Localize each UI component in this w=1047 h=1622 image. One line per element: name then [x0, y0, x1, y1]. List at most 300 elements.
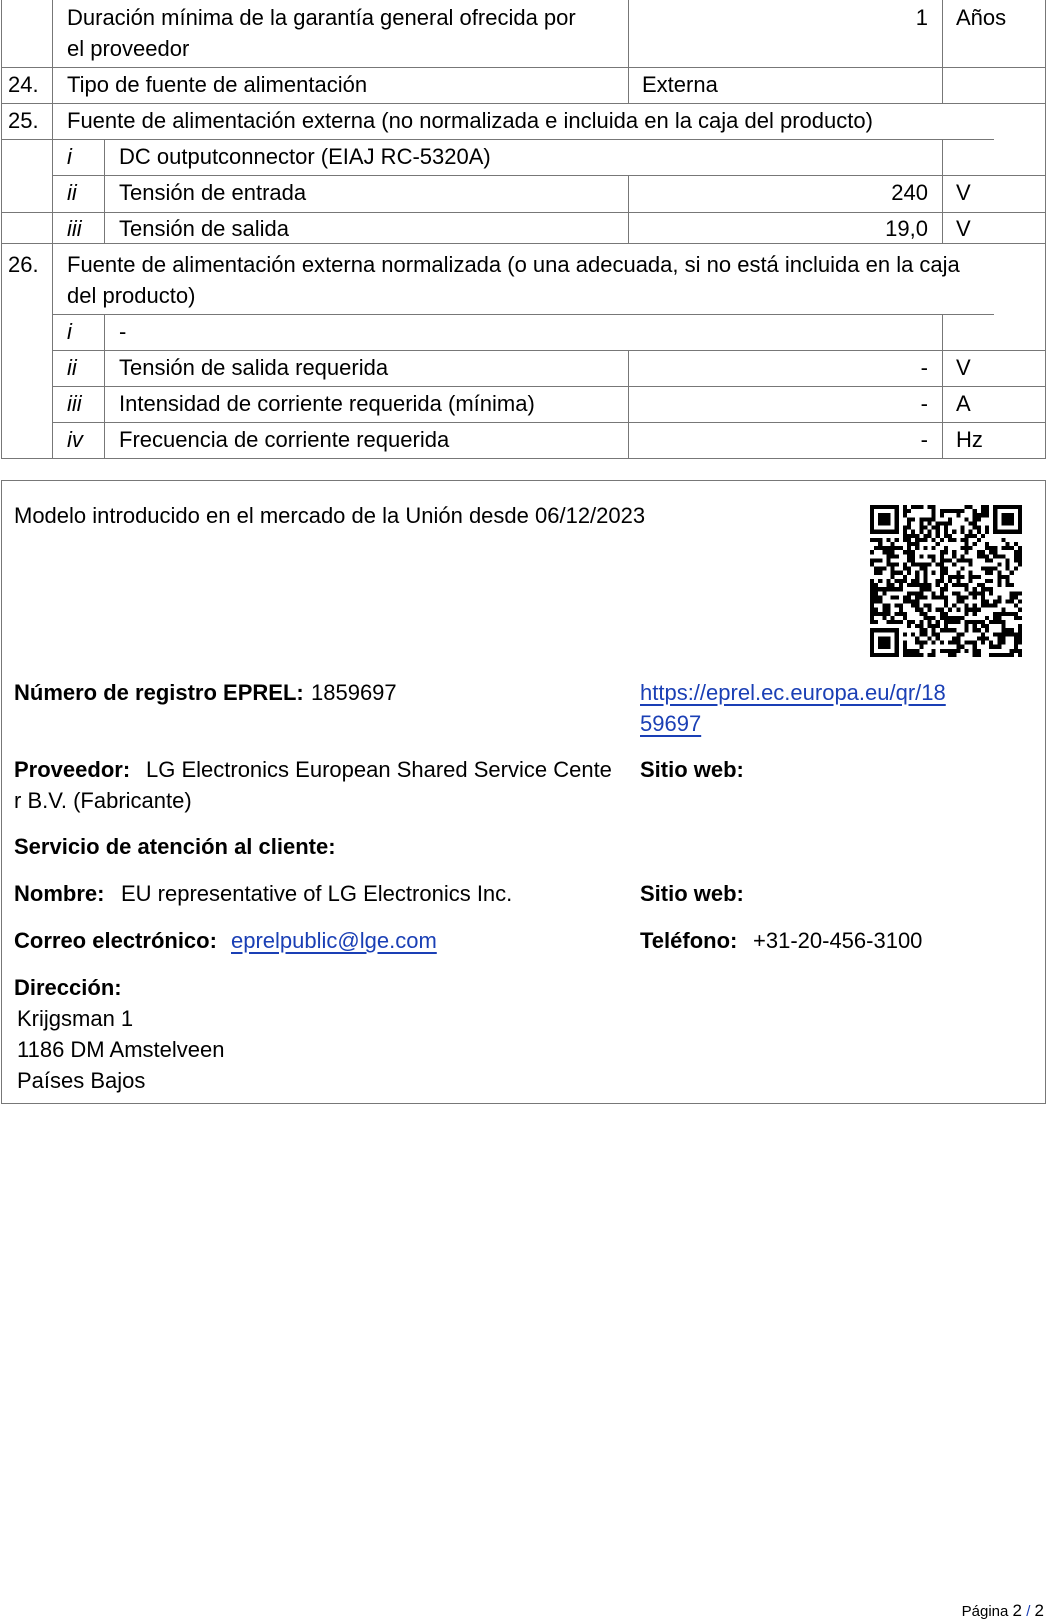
page-total: 2 — [1034, 1601, 1044, 1620]
qr-module — [911, 550, 915, 554]
qr-module — [973, 620, 977, 624]
qr-module — [989, 645, 993, 649]
qr-module — [956, 632, 960, 636]
qr-module — [919, 526, 923, 530]
qr-module — [973, 641, 977, 645]
qr-module — [981, 587, 985, 591]
qr-module — [923, 538, 927, 542]
qr-module — [899, 579, 903, 583]
eprel-number-label: Número de registro EPREL: — [14, 680, 304, 705]
qr-module — [997, 579, 1001, 583]
qr-module — [1014, 636, 1018, 640]
qr-module — [985, 567, 989, 571]
row-value: 1 — [915, 5, 928, 30]
qr-module — [997, 645, 1001, 649]
qr-module — [960, 645, 964, 649]
qr-module — [886, 641, 890, 645]
qr-module — [919, 505, 923, 509]
qr-module — [981, 620, 985, 624]
qr-module — [923, 563, 927, 567]
qr-module — [944, 595, 948, 599]
qr-module — [989, 653, 993, 657]
qr-module — [969, 575, 973, 579]
qr-module — [891, 554, 895, 558]
qr-module — [960, 595, 964, 599]
qr-module — [989, 579, 993, 583]
qr-module — [919, 567, 923, 571]
qr-module — [985, 526, 989, 530]
qr-module — [1006, 579, 1010, 583]
qr-module — [944, 587, 948, 591]
qr-module — [886, 645, 890, 649]
qr-module — [985, 530, 989, 534]
qr-module — [1010, 505, 1014, 509]
qr-module — [944, 509, 948, 513]
qr-module — [903, 526, 907, 530]
qr-module — [956, 599, 960, 603]
supplier-value: r B.V. (Fabricante) — [14, 788, 192, 813]
row-number: 26. — [8, 252, 39, 277]
qr-module — [993, 616, 997, 620]
qr-module — [952, 591, 956, 595]
phone-value: +31-20-456-3100 — [753, 928, 923, 953]
qr-module — [882, 653, 886, 657]
qr-module — [940, 554, 944, 558]
qr-module — [1010, 517, 1014, 521]
qr-module — [923, 567, 927, 571]
qr-module — [878, 595, 882, 599]
qr-module — [1018, 517, 1022, 521]
qr-module — [928, 587, 932, 591]
qr-module — [997, 616, 1001, 620]
qr-module — [969, 620, 973, 624]
qr-module — [989, 567, 993, 571]
qr-module — [886, 521, 890, 525]
qr-module — [969, 579, 973, 583]
qr-module — [870, 509, 874, 513]
qr-module — [1010, 653, 1014, 657]
qr-module — [1001, 653, 1005, 657]
qr-module — [874, 628, 878, 632]
qr-module — [952, 550, 956, 554]
qr-module — [928, 583, 932, 587]
qr-module — [907, 542, 911, 546]
qr-module — [919, 595, 923, 599]
row-value: Externa — [642, 72, 718, 97]
qr-module — [1018, 521, 1022, 525]
qr-module — [915, 604, 919, 608]
qr-module — [911, 649, 915, 653]
qr-module — [973, 575, 977, 579]
qr-module — [993, 513, 997, 517]
qr-module — [960, 530, 964, 534]
qr-module — [952, 604, 956, 608]
qr-module — [919, 538, 923, 542]
qr-module — [936, 526, 940, 530]
qr-module — [985, 505, 989, 509]
qr-module — [940, 509, 944, 513]
qr-module — [989, 591, 993, 595]
qr-module — [915, 538, 919, 542]
qr-module — [1001, 620, 1005, 624]
subrow-value: - — [920, 355, 928, 380]
qr-module — [928, 653, 932, 657]
qr-module — [944, 628, 948, 632]
subrow-label: Frecuencia de corriente requerida — [119, 427, 450, 452]
qr-module — [964, 517, 968, 521]
qr-module — [891, 550, 895, 554]
qr-module — [981, 583, 985, 587]
qr-module — [997, 563, 1001, 567]
qr-module — [878, 641, 882, 645]
qr-module — [874, 571, 878, 575]
qr-module — [1006, 513, 1010, 517]
qr-module — [915, 505, 919, 509]
qr-module — [895, 554, 899, 558]
qr-module — [907, 595, 911, 599]
qr-module — [915, 653, 919, 657]
qr-module — [874, 599, 878, 603]
qr-module — [989, 641, 993, 645]
qr-module — [989, 587, 993, 591]
qr-module — [915, 599, 919, 603]
qr-module — [964, 612, 968, 616]
qr-module — [911, 542, 915, 546]
qr-module — [993, 620, 997, 624]
qr-module — [874, 653, 878, 657]
qr-module — [886, 550, 890, 554]
qr-module — [956, 579, 960, 583]
qr-module — [977, 554, 981, 558]
qr-module — [997, 620, 1001, 624]
qr-module — [895, 513, 899, 517]
customer-service-heading: Servicio de atención al cliente: — [14, 834, 336, 859]
qr-module — [964, 550, 968, 554]
qr-module — [882, 505, 886, 509]
qr-module — [886, 636, 890, 640]
qr-module — [891, 575, 895, 579]
qr-module — [923, 575, 927, 579]
qr-module — [886, 558, 890, 562]
qr-module — [1014, 542, 1018, 546]
qr-module — [969, 546, 973, 550]
qr-module — [870, 550, 874, 554]
subrow-value: - — [920, 427, 928, 452]
qr-module — [989, 620, 993, 624]
subrow-number: iv — [67, 427, 83, 452]
qr-module — [891, 571, 895, 575]
qr-module — [874, 546, 878, 550]
qr-module — [886, 620, 890, 624]
qr-module — [981, 513, 985, 517]
qr-module — [878, 653, 882, 657]
qr-module — [960, 567, 964, 571]
qr-module — [989, 546, 993, 550]
qr-module — [891, 567, 895, 571]
qr-module — [956, 575, 960, 579]
phone-label: Teléfono: — [640, 928, 738, 953]
eprel-link[interactable]: https://eprel.ec.europa.eu/qr/18 — [640, 680, 946, 705]
qr-module — [932, 509, 936, 513]
qr-module — [895, 645, 899, 649]
qr-module — [882, 530, 886, 534]
qr-module — [928, 530, 932, 534]
qr-module — [878, 521, 882, 525]
qr-module — [891, 620, 895, 624]
subrow-label: Tensión de salida — [119, 216, 290, 241]
qr-module — [903, 538, 907, 542]
qr-module — [870, 513, 874, 517]
qr-module — [903, 645, 907, 649]
qr-module — [882, 521, 886, 525]
qr-module — [886, 546, 890, 550]
qr-module — [891, 653, 895, 657]
qr-module — [985, 616, 989, 620]
qr-module — [870, 505, 874, 509]
qr-module — [878, 530, 882, 534]
qr-module — [944, 624, 948, 628]
qr-module — [886, 628, 890, 632]
qr-module — [948, 534, 952, 538]
qr-module — [895, 612, 899, 616]
qr-module — [952, 641, 956, 645]
qr-module — [973, 628, 977, 632]
qr-module — [903, 641, 907, 645]
qr-module — [874, 538, 878, 542]
qr-module — [944, 567, 948, 571]
qr-module — [981, 599, 985, 603]
qr-module — [886, 538, 890, 542]
qr-module — [919, 563, 923, 567]
qr-module — [882, 608, 886, 612]
qr-module — [870, 583, 874, 587]
qr-module — [1018, 624, 1022, 628]
qr-module — [886, 505, 890, 509]
qr-module — [956, 595, 960, 599]
qr-module — [903, 550, 907, 554]
email-link[interactable]: eprelpublic@lge.com — [231, 928, 437, 953]
qr-module — [993, 505, 997, 509]
qr-module — [882, 517, 886, 521]
row-number: 24. — [8, 72, 39, 97]
qr-module — [1014, 550, 1018, 554]
qr-module — [878, 612, 882, 616]
qr-module — [948, 575, 952, 579]
qr-module — [973, 604, 977, 608]
qr-module — [923, 628, 927, 632]
qr-module — [1010, 546, 1014, 550]
qr-module — [899, 587, 903, 591]
qr-module — [870, 587, 874, 591]
qr-module — [932, 641, 936, 645]
qr-module — [1006, 612, 1010, 616]
qr-module — [895, 517, 899, 521]
qr-module — [981, 550, 985, 554]
qr-module — [874, 587, 878, 591]
qr-module — [989, 604, 993, 608]
qr-module — [915, 591, 919, 595]
qr-module — [997, 612, 1001, 616]
qr-module — [932, 632, 936, 636]
qr-module — [985, 542, 989, 546]
qr-module — [1001, 636, 1005, 640]
qr-module — [915, 546, 919, 550]
qr-module — [878, 579, 882, 583]
qr-module — [899, 604, 903, 608]
qr-module — [977, 550, 981, 554]
qr-module — [1018, 505, 1022, 509]
qr-module — [944, 530, 948, 534]
qr-module — [985, 604, 989, 608]
qr-module — [1001, 530, 1005, 534]
qr-module — [895, 546, 899, 550]
qr-module — [985, 636, 989, 640]
qr-module — [874, 558, 878, 562]
qr-module — [964, 534, 968, 538]
qr-module — [969, 534, 973, 538]
subrow-label: Tensión de salida requerida — [119, 355, 389, 380]
qr-module — [952, 563, 956, 567]
qr-module — [886, 612, 890, 616]
qr-module — [1018, 641, 1022, 645]
qr-module — [952, 649, 956, 653]
qr-module — [882, 645, 886, 649]
qr-module — [940, 628, 944, 632]
qr-module — [882, 604, 886, 608]
qr-module — [886, 513, 890, 517]
qr-module — [956, 616, 960, 620]
qr-module — [919, 612, 923, 616]
qr-module — [940, 587, 944, 591]
qr-module — [940, 595, 944, 599]
qr-module — [874, 591, 878, 595]
qr-module — [923, 546, 927, 550]
qr-module — [882, 513, 886, 517]
qr-module — [911, 563, 915, 567]
qr-module — [919, 653, 923, 657]
qr-module — [891, 587, 895, 591]
qr-module — [882, 567, 886, 571]
qr-code-icon[interactable] — [870, 505, 1022, 657]
qr-module — [919, 554, 923, 558]
subrow-label: Intensidad de corriente requerida (mínima) — [119, 391, 535, 416]
qr-module — [977, 620, 981, 624]
qr-module — [895, 636, 899, 640]
qr-module — [923, 571, 927, 575]
qr-module — [903, 612, 907, 616]
qr-module — [948, 558, 952, 562]
qr-module — [891, 616, 895, 620]
qr-module — [1014, 641, 1018, 645]
qr-module — [915, 571, 919, 575]
qr-module — [944, 616, 948, 620]
qr-module — [932, 616, 936, 620]
qr-module — [932, 628, 936, 632]
qr-module — [895, 604, 899, 608]
qr-module — [1010, 628, 1014, 632]
subrow-number: iii — [67, 216, 82, 241]
qr-module — [969, 608, 973, 612]
qr-module — [977, 636, 981, 640]
qr-module — [907, 546, 911, 550]
qr-module — [915, 641, 919, 645]
qr-module — [911, 653, 915, 657]
qr-module — [997, 571, 1001, 575]
qr-module — [997, 530, 1001, 534]
qr-module — [944, 534, 948, 538]
qr-module — [919, 641, 923, 645]
eprel-link[interactable]: 59697 — [640, 711, 702, 736]
qr-module — [1001, 608, 1005, 612]
qr-module — [1018, 563, 1022, 567]
qr-module — [973, 534, 977, 538]
name-label: Nombre: — [14, 881, 105, 906]
qr-module — [907, 521, 911, 525]
qr-module — [997, 641, 1001, 645]
qr-module — [989, 558, 993, 562]
qr-module — [886, 604, 890, 608]
qr-module — [997, 575, 1001, 579]
qr-module — [911, 604, 915, 608]
qr-module — [952, 628, 956, 632]
qr-module — [923, 595, 927, 599]
row-label: Fuente de alimentación externa (no normalizada e incluida en la caja del producto) — [67, 108, 873, 133]
qr-module — [915, 563, 919, 567]
qr-module — [907, 554, 911, 558]
qr-module — [870, 632, 874, 636]
qr-module — [977, 591, 981, 595]
qr-module — [903, 575, 907, 579]
qr-module — [948, 521, 952, 525]
qr-module — [928, 608, 932, 612]
qr-module — [878, 567, 882, 571]
qr-module — [1014, 595, 1018, 599]
qr-module — [928, 636, 932, 640]
qr-module — [915, 608, 919, 612]
subrow-number: i — [67, 319, 72, 344]
qr-module — [895, 595, 899, 599]
qr-module — [911, 579, 915, 583]
qr-module — [870, 636, 874, 640]
qr-module — [940, 649, 944, 653]
qr-module — [981, 554, 985, 558]
qr-module — [1010, 583, 1014, 587]
subrow-number: iii — [67, 391, 82, 416]
qr-module — [956, 608, 960, 612]
qr-module — [993, 526, 997, 530]
qr-module — [964, 583, 968, 587]
qr-module — [919, 624, 923, 628]
qr-module — [1010, 521, 1014, 525]
qr-module — [997, 636, 1001, 640]
qr-module — [899, 612, 903, 616]
address-line: 1186 DM Amstelveen — [17, 1037, 225, 1062]
qr-module — [870, 641, 874, 645]
qr-module — [911, 620, 915, 624]
qr-module — [1018, 599, 1022, 603]
qr-module — [907, 550, 911, 554]
qr-module — [973, 521, 977, 525]
qr-module — [964, 624, 968, 628]
qr-module — [936, 620, 940, 624]
qr-module — [882, 616, 886, 620]
qr-module — [952, 636, 956, 640]
qr-module — [960, 558, 964, 562]
qr-module — [981, 505, 985, 509]
qr-module — [952, 653, 956, 657]
qr-module — [1018, 636, 1022, 640]
qr-module — [919, 645, 923, 649]
